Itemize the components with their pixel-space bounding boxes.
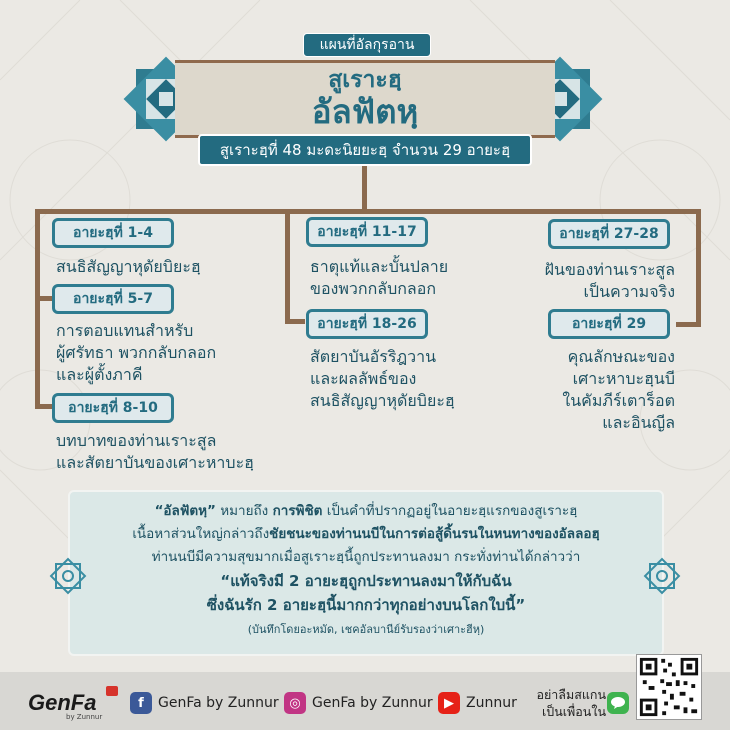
instagram-icon: ◎ — [284, 692, 306, 714]
youtube-link[interactable] — [438, 692, 517, 714]
tag-ayah-11-17: อายะฮฺที่ 11-17 — [306, 217, 428, 247]
connector-middle — [285, 209, 290, 324]
text: เนื้อหาส่วนใหญ่กล่าวถึง — [132, 526, 270, 542]
facebook-icon: f — [130, 692, 152, 714]
hadith-quote-2: ซึ่งฉันรัก 2 อายะฮฺนี้มากกว่าทุกอย่างบนโลกใบนี้” — [206, 596, 526, 614]
connector-horizontal — [35, 209, 701, 214]
hadith-source: (บันทึกโดยอะหมัด, เชคอัลบานีย์รับรองว่าเศาะฮีหฺ) — [247, 623, 485, 636]
connector-vertical-top — [362, 166, 367, 212]
tag-ayah-5-7: อายะฮฺที่ 5-7 — [52, 284, 174, 314]
desc-ayah-27-28 — [490, 259, 675, 303]
instagram-label: GenFa by Zunnur — [312, 695, 433, 711]
map-label: แผนที่อัลกุรอาน — [303, 33, 431, 57]
facebook-label: GenFa by Zunnur — [158, 695, 279, 711]
quote-line-3: ท่านนบีมีความสุขมากเมื่อสูเราะฮฺนี้ถูกประทานลงมา กระทั่งท่านได้กล่าวว่า — [151, 549, 581, 565]
tag-ayah-18-26: อายะฮฺที่ 18-26 — [306, 309, 428, 339]
desc-line: บทบาทของท่านเราะสูล — [56, 431, 217, 450]
desc-line: ของพวกกลับกลอก — [310, 279, 437, 298]
title-banner — [175, 60, 555, 138]
text: เป็นคำที่ปรากฏอยู่ในอายะฮฺแรกของสูเราะฮฺ — [322, 503, 578, 519]
desc-line: สนธิสัญญาหุดัยบิยะฮฺ — [56, 257, 201, 276]
desc-ayah-11-17 — [310, 256, 448, 300]
desc-line: และผลลัพธ์ของ — [310, 369, 417, 388]
desc-line: ธาตุแท้และบั้นปลาย — [310, 257, 449, 276]
logo-mark-icon — [106, 686, 118, 696]
desc-line: และผู้ตั้งภาคี — [56, 365, 143, 384]
tag-ayah-8-10: อายะฮฺที่ 8-10 — [52, 393, 174, 423]
quote-box — [68, 490, 664, 656]
hadith-quote-1: “แท้จริงมี 2 อายะฮฺถูกประทานลงมาให้กับฉัน — [220, 572, 512, 590]
desc-line: ฝันของท่านเราะสูล — [544, 260, 675, 279]
reminder-line: อย่าลืมสแกน — [536, 687, 606, 702]
term-meaning: การพิชิต — [272, 503, 323, 519]
desc-ayah-5-7 — [56, 320, 216, 386]
facebook-link[interactable] — [130, 692, 279, 714]
desc-ayah-1-4 — [56, 256, 201, 278]
desc-line: ผู้ศรัทธา พวกกลับกลอก — [56, 343, 217, 362]
right-star-icon — [642, 556, 682, 596]
line-app-icon[interactable] — [607, 692, 629, 714]
desc-line: เศาะหาบะฮฺนบี — [572, 369, 675, 388]
desc-line: สัตยาบันอัรริฎวาน — [310, 347, 437, 366]
tag-ayah-1-4: อายะฮฺที่ 1-4 — [52, 218, 174, 248]
desc-ayah-18-26 — [310, 346, 455, 412]
connector-right-b1 — [676, 322, 701, 327]
text: หมายถึง — [215, 503, 273, 519]
desc-line: การตอบแทนสำหรับ — [56, 321, 194, 340]
qr-code[interactable] — [636, 654, 702, 720]
youtube-label: Zunnur — [466, 695, 517, 711]
quote-line-1 — [70, 500, 662, 523]
youtube-icon: ▶ — [438, 692, 460, 714]
term-alfath: “อัลฟัตหฺ” — [154, 503, 216, 519]
desc-line: คุณลักษณะของ — [567, 347, 675, 366]
surah-info: สูเราะฮฺที่ 48 มะดะนิยยะฮฺ จำนวน 29 อายะฮฺ — [198, 134, 532, 166]
connector-left — [35, 209, 40, 409]
left-star-icon — [48, 556, 88, 596]
desc-ayah-8-10 — [56, 430, 254, 474]
desc-line: และสัตยาบันของเศาะหาบะฮฺ — [56, 453, 254, 472]
title-line1: สูเราะฮฺ — [328, 67, 402, 93]
desc-line: และอินญีล — [602, 413, 675, 432]
quote-line-2 — [70, 523, 662, 546]
tag-ayah-27-28: อายะฮฺที่ 27-28 — [548, 219, 670, 249]
desc-ayah-29 — [490, 346, 675, 434]
reminder-line: เป็นเพื่อนใน — [542, 704, 606, 719]
genfa-logo: GenFa — [28, 690, 97, 715]
title-line2: อัลฟัตหฺ — [311, 92, 419, 131]
scan-reminder — [522, 686, 606, 720]
highlight: ชัยชนะของท่านนบีในการต่อสู้ดิ้นรนในหนทางของอัลลอฮฺ — [269, 526, 600, 542]
logo-subtitle: by Zunnur — [66, 713, 103, 721]
desc-line: เป็นความจริง — [583, 282, 675, 301]
desc-line: ในคัมภีร์เตาร็อต — [562, 391, 675, 410]
instagram-link[interactable] — [284, 692, 433, 714]
desc-line: สนธิสัญญาหุดัยบิยะฮฺ — [310, 391, 455, 410]
tag-ayah-29: อายะฮฺที่ 29 — [548, 309, 670, 339]
connector-middle-b1 — [285, 319, 305, 324]
connector-right — [696, 209, 701, 327]
